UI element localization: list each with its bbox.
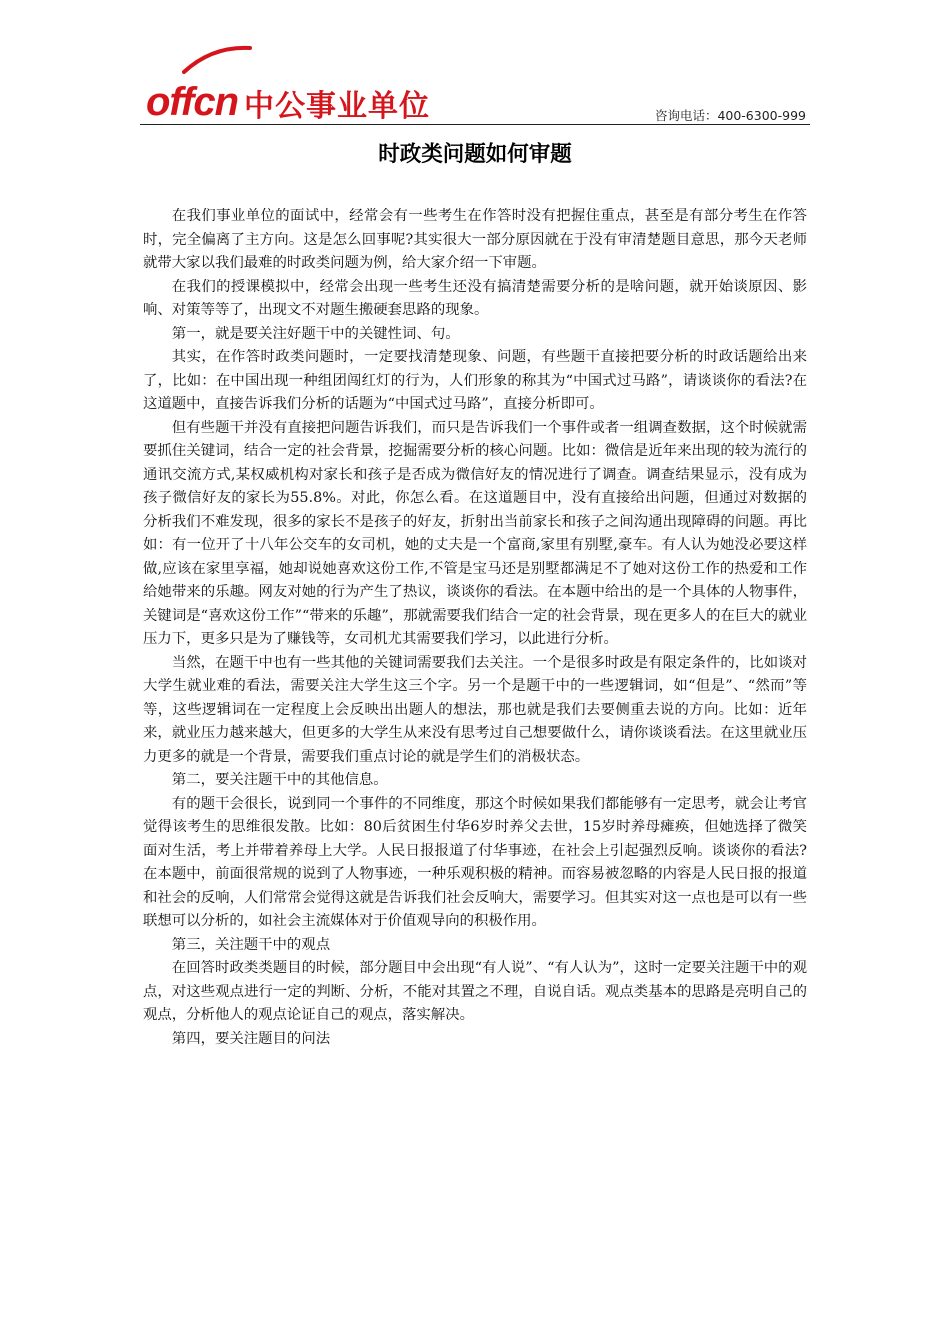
paragraph: 有的题干会很长，说到同一个事件的不同维度，那这个时候如果我们都能够有一定思考，就会让考官觉得该考生的思维很发散。比如：80后贫困生付华6岁时养父去世，15岁时养母瘫痪，但她选择了微笑面对生活，考上并带着养母上大学。人民日报报道了付华事迹，在社会上引起强烈反响。谈谈你的看法?在本题中，前面很常规的说到了人物事迹，一种乐观积极的精神。而容易被忽略的内容是人民日报的报道和社会的反响，人们常常会觉得这就是告诉我们社会反响大，需要学习。但其实对这一点也是可以有一些联想可以分析的，如社会主流媒体对于价值观导向的积极作用。	[143, 795, 807, 929]
article-body	[143, 205, 807, 1051]
paragraph: 在我们的授课模拟中，经常会出现一些考生还没有搞清楚需要分析的是啥问题，就开始谈原因、影响、对策等等了，出现文不对题生搬硬套思路的现象。	[143, 278, 807, 318]
paragraph: 第一，就是要关注好题干中的关键性词、句。	[171, 325, 460, 342]
consult-phone: 咨询电话：400-6300-999	[654, 108, 806, 123]
page-title: 时政类问题如何审题	[378, 142, 572, 167]
paragraph: 在我们事业单位的面试中，经常会有一些考生在作答时没有把握住重点，甚至是有部分考生在作答时，完全偏离了主方向。这是怎么回事呢?其实很大一部分原因就在于没有审清楚题目意思，那今天老师就带大家以我们最难的时政类问题为例，给大家介绍一下审题。	[143, 208, 807, 271]
logo-swoosh-icon	[182, 44, 252, 74]
header-divider	[140, 124, 810, 125]
paragraph: 在回答时政类类题目的时候，部分题目中会出现“有人说”、“有人认为”，这时一定要关注题干中的观点，对这些观点进行一定的判断、分析，不能对其置之不理，自说自话。观点类基本的思路是亮明自己的观点，分析他人的观点论证自己的观点，落实解决。	[143, 960, 807, 1023]
paragraph: 当然，在题干中也有一些其他的关键词需要我们去关注。一个是很多时政是有限定条件的，比如谈对大学生就业难的看法，需要关注大学生这三个字。另一个是题干中的一些逻辑词，如“但是”、“然而”等等，这些逻辑词在一定程度上会反映出出题人的想法，那也就是我们去要侧重去说的方向。比如：近年来，就业压力越来越大，但更多的大学生从来没有思考过自己想要做什么，请你谈谈看法。在这里就业压力更多的就是一个背景，需要我们重点讨论的就是学生们的消极状态。	[143, 654, 807, 765]
offcn-logo	[146, 62, 430, 122]
paragraph: 其实，在作答时政类问题时，一定要找清楚现象、问题，有些题干直接把要分析的时政话题给出来了，比如：在中国出现一种组团闯红灯的行为，人们形象的称其为“中国式过马路”，请谈谈你的看法?在这道题中，直接告诉我们分析的话题为“中国式过马路”，直接分析即可。	[143, 349, 807, 412]
paragraph: 第二，要关注题干中的其他信息。	[171, 772, 388, 788]
paragraph: 第四，要关注题目的问法	[171, 1030, 331, 1047]
logo-wordmark: offcn	[146, 80, 239, 124]
logo-chinese-name: 中公事业单位	[244, 89, 431, 124]
paragraph: 第三，关注题干中的观点	[171, 936, 331, 953]
paragraph: 但有些题干并没有直接把问题告诉我们，而只是告诉我们一个事件或者一组调查数据，这个时候就需要抓住关键词，结合一定的社会背景，挖掘需要分析的核心问题。比如：微信是近年来出现的较为流行的通讯交流方式,某权威机构对家长和孩子是否成为微信好友的情况进行了调查。调查结果显示，没有成为孩子微信好友的家长为55.8%。对此，你怎么看。在这道题目中，没有直接给出问题，但通过对数据的分析我们不难发现，很多的家长不是孩子的好友，折射出当前家长和孩子之间沟通出现障碍的问题。再比如：有一位开了十八年公交车的女司机，她的丈夫是一个富商,家里有别墅,豪车。有人认为她没必要这样做,应该在家里享福，她却说她喜欢这份工作,不管是宝马还是别墅都满足不了她对这份工作的热爱和工作给她带来的乐趣。网友对她的行为产生了热议，谈谈你的看法。在本题中给出的是一个具体的人物事件，关键词是“喜欢这份工作”“带来的乐趣”，那就需要我们结合一定的社会背景，现在更多人的在巨大的就业压力下，更多只是为了赚钱等，女司机尤其需要我们学习，以此进行分析。	[143, 419, 807, 647]
page-header	[140, 62, 810, 126]
